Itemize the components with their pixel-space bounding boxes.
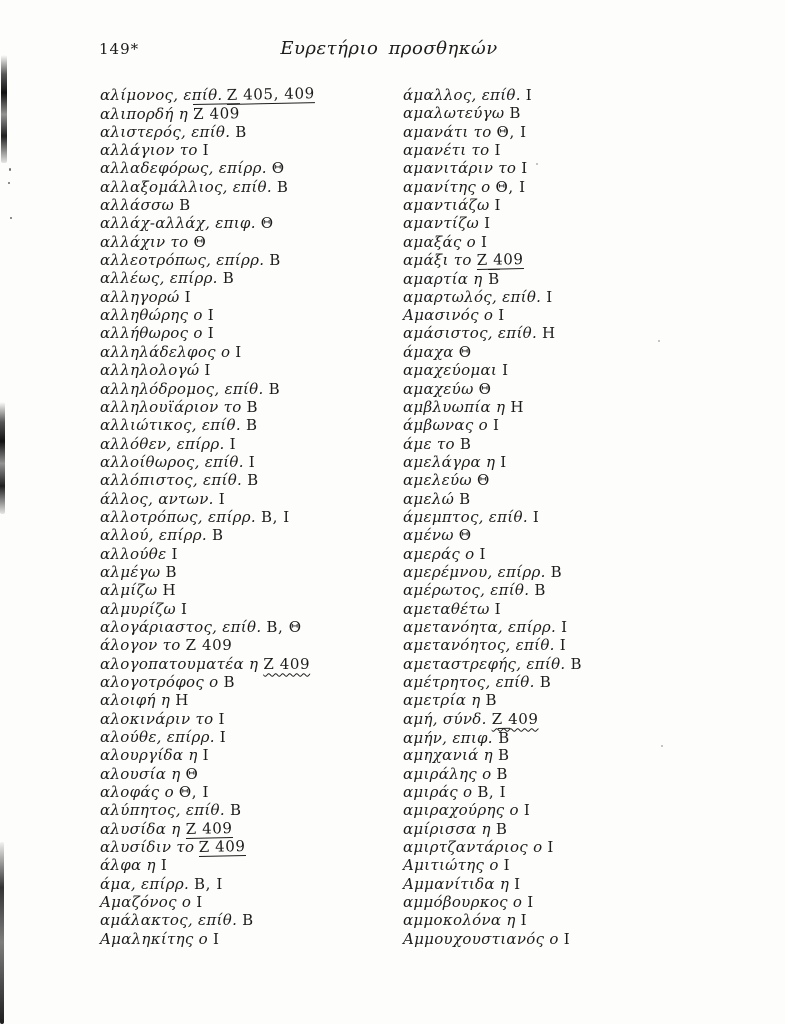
entry-word: αλοκινάριν το [100,709,214,728]
index-entry [403,691,703,709]
entry-word: αλλάσσω [100,196,175,215]
entry-reference: Ι [559,636,567,655]
entry-word: αλληγορώ [100,287,180,306]
index-entry [100,783,400,801]
entry-reference: Ζ 405, 409 [227,84,316,105]
entry-word: αμανέτι το [403,141,490,160]
entry-reference: Β [179,196,191,215]
index-entry [100,416,400,434]
entry-word: αμερέμνου, επίρρ. [403,562,546,581]
index-entry [403,233,703,251]
entry-reference: Β [459,489,471,508]
index-entry [403,324,703,342]
entry-word: άμαλλος, επίθ. [403,86,521,104]
entry-reference: Β [485,691,498,710]
entry-reference: Ι [563,929,571,948]
entry-reference: Ι [520,911,528,930]
entry-word: Αμμουχουστιανός ο [403,929,559,948]
index-entry [403,801,703,819]
entry-reference: Ζ 409 [491,709,539,728]
entry-word: αμετανόητα, επίρρ. [403,617,557,636]
index-entry [100,563,400,581]
entry-word: Αμιτιώτης ο [403,856,499,875]
index-entry [403,86,703,104]
index-entry [403,214,703,232]
entry-reference: Β [496,764,509,783]
entry-reference: Β [276,177,289,196]
index-entry [403,251,703,269]
entry-word: αλουργίδα η [100,746,198,765]
index-entry [100,380,400,398]
entry-word: αμαλωτεύγω [403,104,505,123]
entry-reference: Β [211,526,224,545]
entry-reference: Η [510,397,525,416]
entry-reference: Β [570,654,583,673]
index-entry [403,600,703,618]
entry-reference: Β, Ι [477,783,507,802]
index-entry [403,435,703,453]
index-entry [403,838,703,856]
entry-word: αλούθε, επίρρ. [100,728,215,747]
entry-reference: Ι [527,893,534,912]
entry-word: αμιράλης ο [403,764,492,783]
entry-word: αμιραχούρης ο [403,801,519,820]
entry-reference: Β [534,581,546,600]
entry-reference: Θ, Ι [496,122,527,141]
entry-reference: Β [539,673,552,691]
entry-word: αμάξι το [403,251,472,270]
index-entry [100,856,400,874]
index-entry [100,490,400,508]
entry-word: αλιπορδή η [100,105,188,124]
entry-word: αλλοίθωρος, επίθ. [100,452,244,471]
index-entry [100,911,400,929]
entry-word: αλληλολογώ [100,361,200,380]
index-entry [100,324,400,342]
index-entry [100,893,400,911]
entry-reference: Ζ 409 [185,636,233,655]
entry-reference: Β [268,379,281,398]
entry-reference: Ι [494,141,501,160]
entry-word: αλλιώτικος, επίθ. [100,416,241,435]
index-entry [403,104,703,122]
index-entry [403,398,703,416]
entry-reference: Β [242,911,254,930]
index-entry [403,545,703,563]
entry-word: αμαχεύομαι [403,361,498,380]
index-entry [403,728,703,746]
index-entry [100,765,400,783]
entry-word: αμεταθέτω [403,599,490,618]
entry-reference: Ι [248,452,256,471]
index-entry [100,508,400,526]
entry-reference: Ι [492,416,500,435]
index-entry [403,178,703,196]
entry-word: αμετανόητος, επίθ. [403,636,555,655]
index-entry [403,856,703,874]
entry-word: αμένω [403,526,454,545]
entry-reference: Ι [481,232,488,251]
entry-reference: Θ [458,342,472,361]
entry-reference: Ι [494,196,502,215]
entry-word: αλληλάδελφος ο [100,342,231,361]
index-entry [100,86,400,104]
entry-word: αμίρισσα η [403,819,491,838]
entry-word: αμάσιστος, επίθ. [403,324,538,343]
index-entry [403,490,703,508]
index-entry [100,820,400,838]
index-entry [403,343,703,361]
entry-reference: Ι [213,929,220,948]
index-entry [100,600,400,618]
entry-reference: Ι [479,544,487,563]
entry-reference: Β [497,728,510,748]
entry-word: αμιρτζαντάριος ο [403,838,543,857]
entry-reference: Η [162,581,177,600]
entry-reference: Ι [484,214,491,233]
entry-reference: Β [487,270,500,289]
index-entry [100,104,400,122]
entry-reference: Ι [229,434,237,453]
entry-word: αλιστερός, επίθ. [100,122,231,141]
index-entry [403,471,703,489]
entry-reference: Ι [502,361,509,380]
entry-reference: Θ [260,214,274,233]
index-entry [100,636,400,654]
entry-word: άλφα η [100,856,156,875]
entry-reference: Θ [458,526,472,545]
entry-word: αμήν, επιφ. [403,729,493,748]
index-entry [403,875,703,893]
index-entry [403,508,703,526]
index-entry [403,563,703,581]
index-entry [100,361,400,379]
entry-word: Αμαληκίτης ο [100,929,209,948]
scan-speck [9,168,11,171]
index-entry [100,838,400,856]
index-entry [403,141,703,159]
entry-word: αμετρία η [403,691,481,710]
index-entry [100,471,400,489]
entry-word: αλογοτρόφος ο [100,673,219,691]
index-entry [100,141,400,159]
entry-reference: Ι [500,452,507,471]
entry-reference: Θ, Ι [178,783,210,802]
entry-word: αμανίτης ο [403,177,491,196]
entry-word: άμβωνας ο [403,416,488,435]
entry-word: αλλήθωρος ο [100,324,203,343]
index-entry [403,581,703,599]
index-entry [403,159,703,177]
index-entry [100,728,400,746]
index-entry [403,526,703,544]
entry-word: αλμίζω [100,581,158,600]
index-entry [100,618,400,636]
index-entry [403,820,703,838]
index-entry [403,765,703,783]
entry-word: Αμμανίτιδα η [403,874,510,893]
entry-reference: Ζ 409 [185,818,233,838]
entry-reference: Θ, Ι [495,177,526,196]
entry-word: αμανιτάριν το [403,159,517,178]
index-entry [100,233,400,251]
entry-reference: Ζ 409 [198,837,247,857]
index-entry [403,746,703,764]
entry-word: αλύπητος, επίθ. [100,801,225,820]
index-entry [403,636,703,654]
index-entry [403,269,703,287]
entry-word: αμεράς ο [403,544,475,563]
index-column-right [403,86,703,948]
entry-reference: Ι [207,324,215,343]
index-entry [403,893,703,911]
entry-reference: Η [175,691,189,710]
entry-reference: Θ [193,232,207,251]
entry-reference: Ι [521,159,528,178]
entry-reference: Ι [160,856,168,875]
entry-reference: Ι [494,599,502,618]
entry-word: αλμυρίζω [100,599,176,618]
entry-word: αμανάτι το [403,122,492,141]
entry-word: αλλόπιστος, επίθ. [100,471,243,490]
entry-word: άμα, επίρρ. [100,874,190,893]
entry-reference: Β [459,434,472,453]
entry-word: Αμασινός ο [403,306,494,325]
entry-reference: Θ [271,159,285,178]
entry-reference: Ζ 409 [476,250,524,270]
page-title: Ευρετήριο προσθηκών [280,38,498,59]
entry-reference: Ι [235,342,242,361]
entry-word: αλοιφή η [100,691,171,710]
entry-reference: Ι [532,507,540,526]
entry-reference: Β [509,104,522,123]
entry-reference: Η [542,324,556,343]
entry-reference: Β, Θ [266,617,302,636]
entry-word: αλογοπατουματέα η [100,654,259,673]
index-entry [403,306,703,324]
index-entry [100,746,400,764]
entry-word: αλμέγω [100,562,161,581]
entry-word: αλλάγιον το [100,141,198,160]
entry-reference: Β [550,562,563,581]
entry-reference: Ι [207,306,215,325]
entry-word: αμεταστρεφής, επίθ. [403,654,566,673]
entry-word: αλογάριαστος, επίθ. [100,617,262,636]
entry-word: αλλέως, επίρρ. [100,269,218,288]
index-entry [100,526,400,544]
index-entry [403,710,703,728]
index-entry [100,801,400,819]
entry-word: άμεμπτος, επίθ. [403,507,528,526]
entry-reference: Β, Ι [260,507,290,526]
entry-reference: Β [247,471,259,490]
index-entry [403,196,703,214]
entry-reference: Ι [218,709,225,728]
entry-reference: Ι [498,306,505,325]
index-entry [100,398,400,416]
index-entry [100,251,400,269]
scan-artifact [0,402,5,514]
index-entry [100,655,400,673]
entry-word: Αμαζόνος ο [100,893,192,912]
entry-reference: Ι [525,86,533,104]
index-entry [100,930,400,948]
index-entry [403,288,703,306]
entry-word: αμηχανιά η [403,746,493,765]
entry-word: αμαρτωλός, επίθ. [403,287,542,306]
entry-reference: Β [229,801,242,820]
scan-artifact [0,842,4,1024]
entry-reference: Ι [171,544,179,563]
entry-word: αμμοκολόνα η [403,911,516,930]
entry-reference: Β, Ι [194,874,223,893]
entry-reference: Β [223,673,236,691]
entry-word: αλλοτρόπως, επίρρ. [100,507,256,526]
entry-reference: Ι [202,141,210,160]
entry-word: αμαξάς ο [403,232,476,251]
entry-word: άλογον το [100,636,181,655]
entry-word: αμάλακτος, επίθ. [100,911,238,930]
entry-word: αμελάγρα η [403,452,496,471]
index-entry [403,618,703,636]
entry-word: αλλόθεν, επίρρ. [100,434,225,453]
entry-reference: Β [245,416,258,435]
index-entry [403,123,703,141]
entry-word: αμβλυωπία η [403,397,506,416]
entry-word: αλλάχιν το [100,232,189,251]
index-entry [100,581,400,599]
index-entry [100,269,400,287]
index-entry [403,416,703,434]
index-entry [100,435,400,453]
entry-word: αλυσίδα η [100,819,181,838]
entry-word: αμμόβουρκος ο [403,893,523,912]
entry-word: αλουσία η [100,764,181,783]
index-entry [100,545,400,563]
entry-reference: Β [235,122,247,141]
index-entry [403,930,703,948]
index-entry [100,343,400,361]
entry-reference: Ι [547,838,554,857]
entry-word: αλλεοτρόπως, επίρρ. [100,251,265,270]
entry-reference: Ζ 409 [263,654,311,673]
entry-reference: Ι [204,361,211,380]
index-entry [403,783,703,801]
entry-word: αλλαδεφόρως, επίρρ. [100,159,267,178]
entry-word: αλλαξομάλλιος, επίθ. [100,177,272,196]
entry-word: αμή, σύνδ. [403,709,487,728]
index-entry [403,673,703,691]
scan-artifact [1,55,7,163]
entry-reference: Θ [478,379,492,398]
entry-reference: Β [222,269,235,288]
index-entry [100,691,400,709]
index-entry [100,123,400,141]
index-entry [100,875,400,893]
entry-word: αλληλουϊάριον το [100,397,242,416]
entry-reference: Ι [180,599,188,618]
page-number: 149* [99,40,140,58]
entry-word: αμέρωτος, επίθ. [403,581,530,600]
entry-word: αλυσίδιν το [100,838,195,857]
entry-word: αμαντίζω [403,214,480,233]
entry-word: αμαρτία η [403,270,483,289]
index-entry [403,380,703,398]
index-entry [100,214,400,232]
entry-reference: Ι [546,287,553,306]
entry-word: αμελεύω [403,471,472,490]
entry-reference: Β [497,746,510,765]
index-entry [403,655,703,673]
entry-word: αλλάχ-αλλάχ, επιφ. [100,214,256,233]
entry-reference: Β [246,397,259,416]
entry-reference: Ι [184,287,192,306]
entry-word: αμαντιάζω [403,196,490,215]
entry-word: αλλούθε [100,544,167,563]
entry-reference: Β [165,562,178,581]
entry-reference: Ι [523,801,531,820]
entry-word: αμαχεύω [403,379,474,398]
entry-word: αμέτρητος, επίθ. [403,673,535,691]
index-entry [100,306,400,324]
index-column-left [100,86,400,948]
entry-word: αλληθώρης ο [100,306,203,325]
index-entry [403,361,703,379]
entry-reference: Ι [202,746,210,765]
index-entry [100,673,400,691]
entry-word: άλλος, αντων. [100,489,214,508]
index-entry [100,178,400,196]
entry-word: αλλού, επίρρ. [100,526,207,545]
index-entry [100,196,400,214]
entry-reference: Ι [219,728,227,747]
entry-word: αλοφάς ο [100,783,174,802]
entry-word: αλληλόδρομος, επίθ. [100,379,264,398]
entry-word: αμιράς ο [403,783,473,802]
entry-reference: Ι [503,856,511,875]
index-entry [100,710,400,728]
entry-reference: Ι [561,617,568,636]
entry-reference: Θ [476,471,490,490]
entry-reference: Ζ 409 [193,104,241,124]
entry-reference: Θ [185,764,199,783]
entry-reference: Ι [196,893,203,912]
scan-speck [10,217,12,219]
entry-reference: Β [495,819,508,838]
entry-word: άμαχα [403,342,454,361]
index-entry [403,911,703,929]
entry-reference: Ι [218,489,226,508]
entry-word: αλίμονος, επίθ. [100,86,223,104]
scan-speck [8,182,10,184]
entry-reference: Β [269,251,281,270]
entry-word: αμελώ [403,489,455,508]
index-entry [100,453,400,471]
entry-word: άμε το [403,434,455,453]
entry-reference: Ι [514,874,521,893]
index-entry [100,159,400,177]
index-entry [403,453,703,471]
index-entry [100,288,400,306]
